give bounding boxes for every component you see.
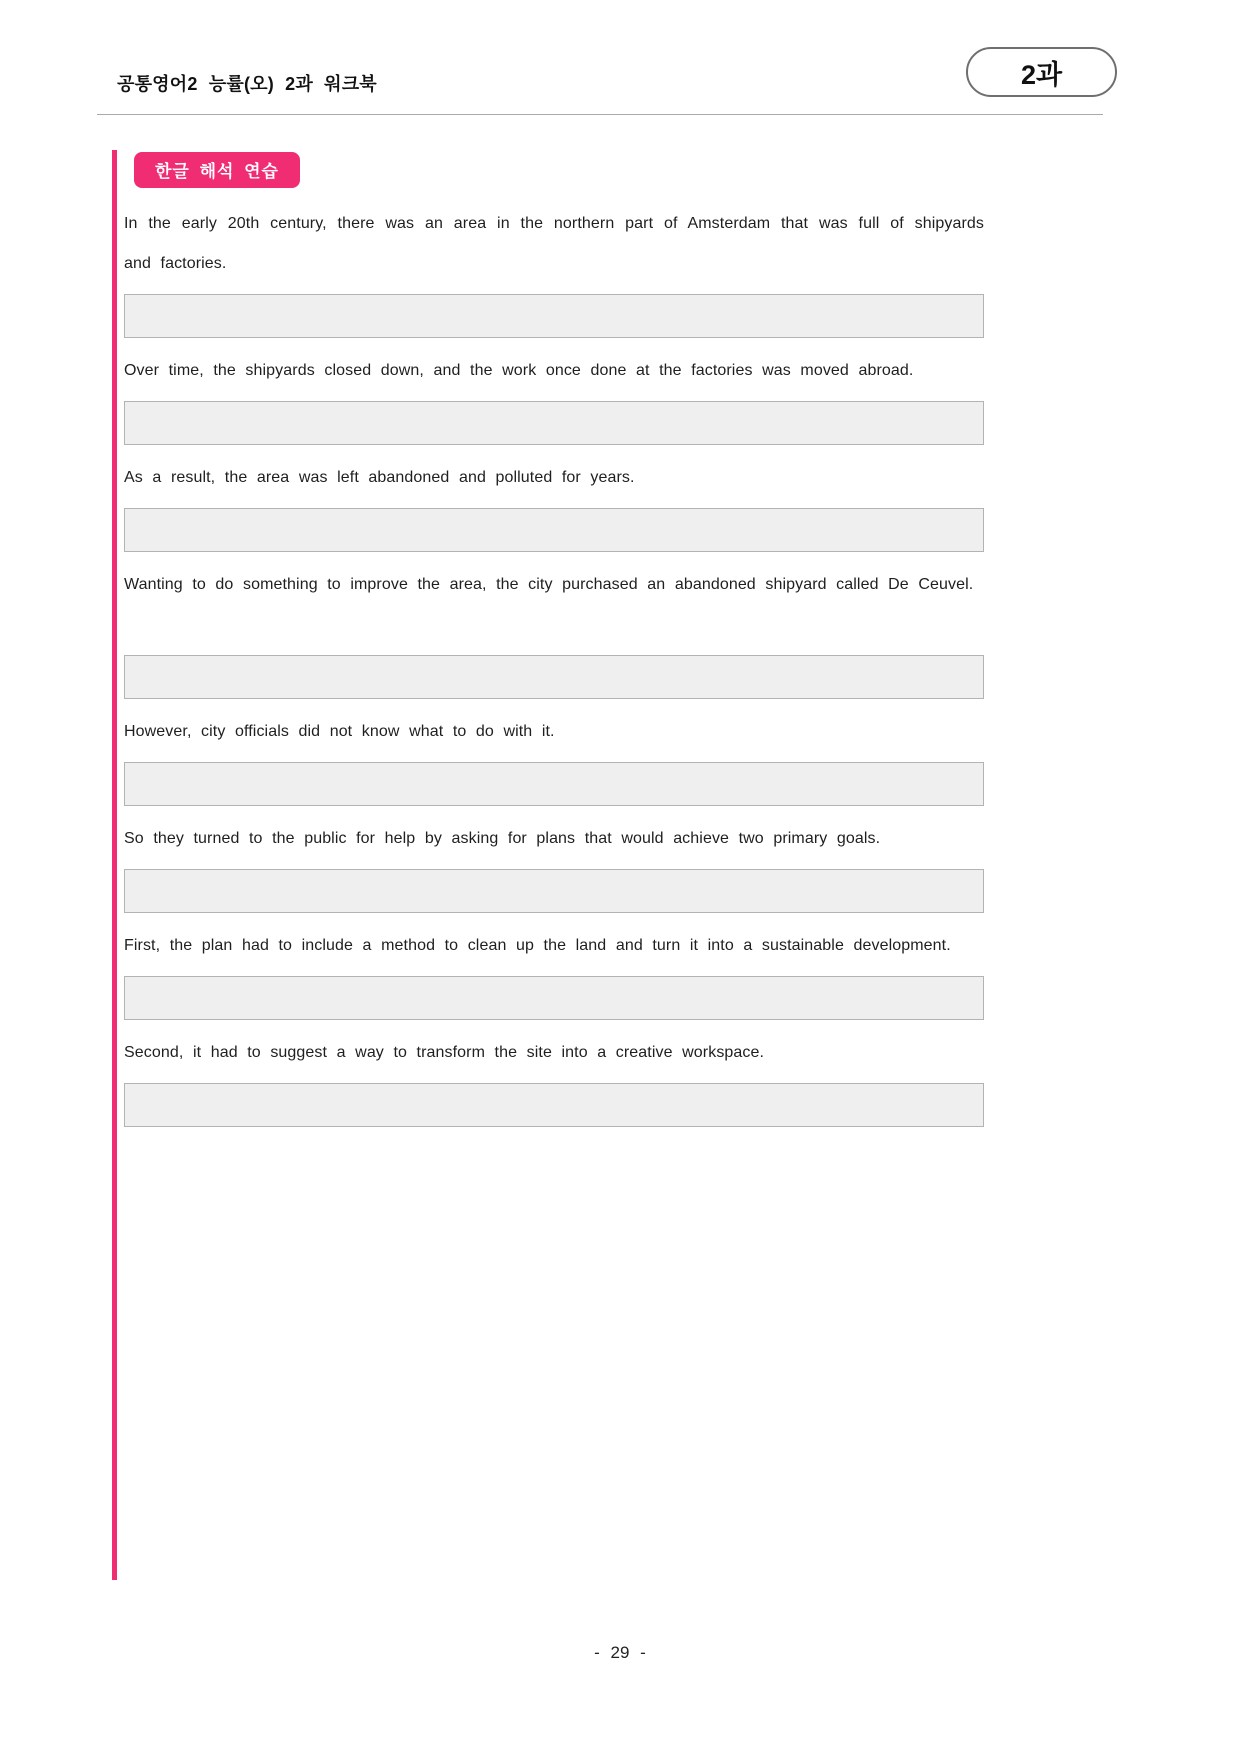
exercise-item (124, 458, 984, 552)
source-sentence: As a result, the area was left abandoned and polluted for years. (124, 469, 635, 486)
source-sentence: Wanting to do something to improve the area, the city purchased an abandoned shipyard called De Ceuvel. (124, 576, 974, 593)
section-accent-bar (112, 150, 117, 1580)
source-sentence: In the early 20th century, there was an area in the northern part of Amsterdam that was full of shipyards and factories. (124, 215, 984, 272)
translation-answer-box[interactable] (124, 1083, 984, 1127)
translation-answer-box[interactable] (124, 401, 984, 445)
exercise-item (124, 712, 984, 806)
lesson-badge-label: 2과 (1020, 59, 1063, 90)
workbook-title: 공통영어2 능률(오) 2과 워크북 (117, 74, 377, 94)
translation-answer-box[interactable] (124, 508, 984, 552)
translation-answer-box[interactable] (124, 762, 984, 806)
source-sentence: Over time, the shipyards closed down, and the work once done at the factories was moved abroad. (124, 362, 914, 379)
source-sentence: So they turned to the public for help by asking for plans that would achieve two primary goals. (124, 830, 881, 847)
source-sentence: Second, it had to suggest a way to transform the site into a creative workspace. (124, 1044, 765, 1061)
page-number: - 29 - (594, 1643, 646, 1662)
lesson-badge (966, 47, 1117, 97)
exercise-item (124, 565, 984, 699)
translation-answer-box[interactable] (124, 294, 984, 338)
header-divider (97, 114, 1103, 115)
exercise-item (124, 1033, 984, 1127)
translation-answer-box[interactable] (124, 655, 984, 699)
exercise-section (124, 150, 984, 1140)
section-title-badge: 한글 해석 연습 (134, 152, 300, 188)
exercise-item (124, 926, 984, 1020)
source-sentence: However, city officials did not know what to do with it. (124, 723, 555, 740)
exercise-item (124, 819, 984, 913)
exercise-item (124, 204, 984, 338)
source-sentence: First, the plan had to include a method to clean up the land and turn it into a sustainable development. (124, 937, 951, 954)
translation-answer-box[interactable] (124, 976, 984, 1020)
translation-answer-box[interactable] (124, 869, 984, 913)
exercise-item (124, 351, 984, 445)
